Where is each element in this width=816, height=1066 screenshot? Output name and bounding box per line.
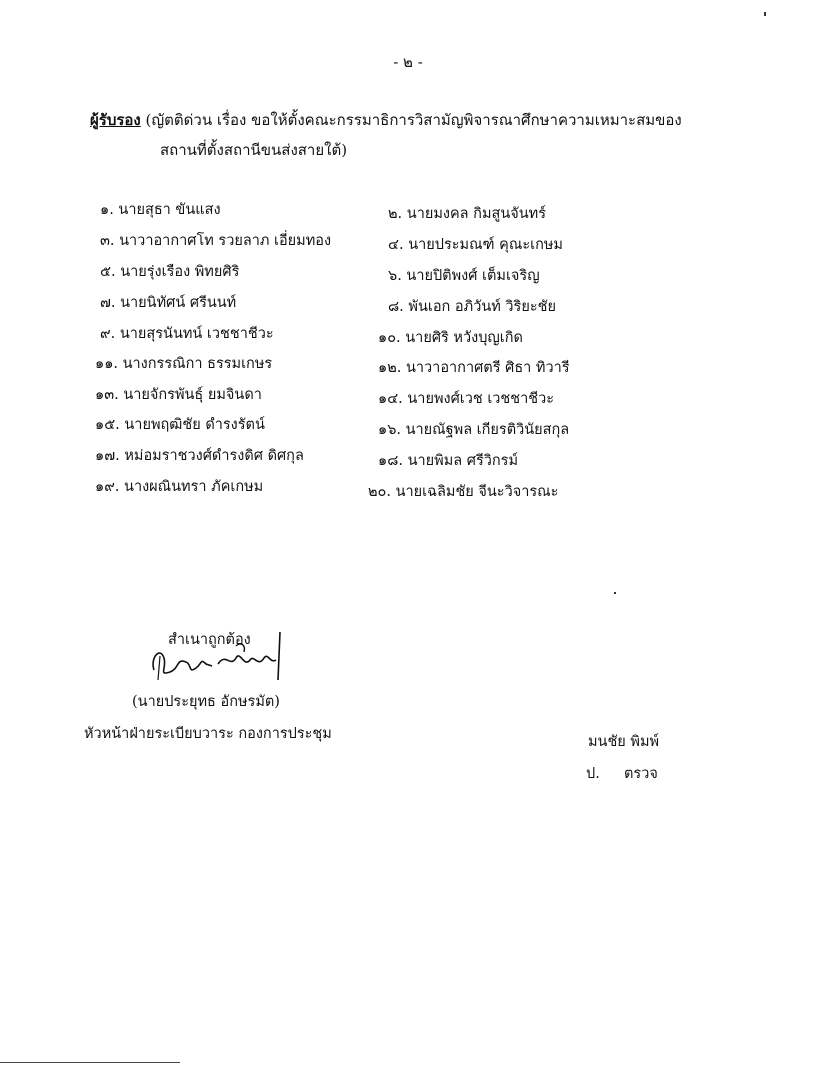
checker-initial: ป. [586,766,600,782]
header-text-1: (ญัตติด่วน เรื่อง ขอให้ตั้งคณะกรรมาธิการวิสามัญพิจารณาศึกษาความเหมาะสมของ [140,111,682,129]
signer-16: ๑๖. นายณัฐพล เกียรติวินัยสกุล [378,422,570,438]
signer-3: ๓. นาวาอากาศโท รวยลาภ เอี่ยมทอง [100,233,332,249]
signer-17: ๑๗. หม่อมราชวงศ์ดำรงดิศ ดิศกุล [95,448,304,464]
handwritten-signature [140,628,300,688]
checker-label: ตรวจ [624,766,658,782]
scan-speck [764,12,766,16]
signer-position: หัวหน้าฝ่ายระเบียบวาระ กองการประชุม [84,726,332,742]
signer-18: ๑๘. นายพิมล ศรีวิกรม์ [378,453,519,469]
header-label: ผู้รับรอง [90,111,141,129]
bottom-rule [0,1062,180,1063]
typist-note: มนชัย พิมพ์ [588,734,660,750]
signer-7: ๗. นายนิทัศน์ ศรีนนท์ [100,295,237,311]
signer-5: ๕. นายรุ่งเรือง พิทยศิริ [100,264,240,280]
signer-19: ๑๙. นางผณินทรา ภัคเกษม [95,479,264,495]
signer-2: ๒. นายมงคล กิมสูนจันทร์ [388,206,547,222]
signer-11: ๑๑. นางกรรณิกา ธรรมเกษร [95,356,273,372]
signer-15: ๑๕. นายพฤฒิชัย ดำรงรัตน์ [95,417,265,433]
signer-8: ๘. พันเอก อภิวันท์ วิริยะชัย [388,299,556,315]
header-line-2: สถานที่ตั้งสถานีขนส่งสายใต้) [160,141,348,159]
checker-note [586,762,658,785]
signer-13: ๑๓. นายจักรพันธุ์ ยมจินดา [95,387,262,403]
signer-6: ๖. นายปิติพงศ์ เต็มเจริญ [388,268,540,284]
signer-10: ๑๐. นายศิริ หวังบุญเกิด [378,330,523,346]
signer-9: ๙. นายสุรนันทน์ เวชชาชีวะ [100,326,274,342]
signer-1: ๑. นายสุธา ขันแสง [100,202,221,218]
header-line-1 [90,108,682,132]
signer-4: ๔. นายประมณฑ์ คุณะเกษม [388,237,563,253]
certified-copy-label: สำเนาถูกต้อง [168,632,251,648]
signer-name: (นายประยุทธ อักษรมัต) [132,694,280,710]
signer-20: ๒๐. นายเฉลิมชัย จีนะวิจารณะ [368,484,559,500]
signer-12: ๑๒. นาวาอากาศตรี ศิธา ทิวารี [378,360,570,376]
page-number: - ๒ - [393,53,423,71]
scan-speck [614,592,616,594]
signer-14: ๑๔. นายพงศ์เวช เวชชาชีวะ [378,391,555,407]
